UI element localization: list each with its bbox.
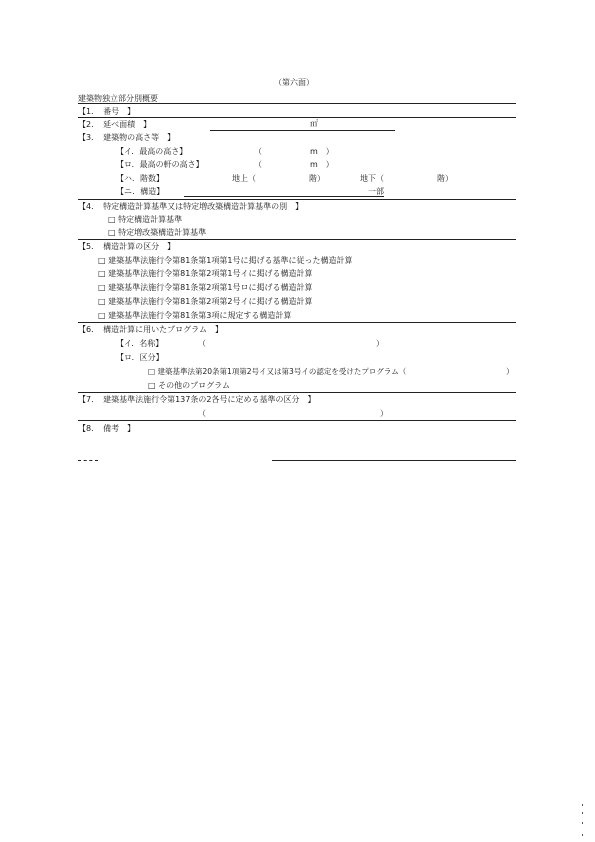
height-max-label: 【イ．最高の高さ】 [116, 147, 188, 156]
stories-below: 地下（ [360, 174, 384, 183]
item2-field[interactable] [210, 130, 395, 131]
eave-max-paren: （ [254, 160, 262, 169]
item1-line [78, 117, 516, 118]
item8-label: 【8． 備考 】 [78, 424, 136, 433]
program-name-label: 【イ．名称】 [116, 339, 164, 348]
item3-line [78, 199, 516, 200]
item2-label: 【2． 延べ面積 】 [78, 120, 152, 129]
item5-option-2[interactable]: □ 建築基準法施行令第81条第2項第1号イに掲げる構造計算 [98, 269, 313, 278]
page-title: 建築物独立部分別概要 [78, 94, 158, 103]
item7-paren-right: ） [380, 409, 388, 418]
item4-option-2[interactable]: □ 特定増改築構造計算基準 [108, 228, 207, 237]
program-option-1-end: ） [506, 367, 514, 376]
item7-line [78, 420, 516, 421]
item5-line [78, 322, 516, 323]
scan-speck [582, 804, 583, 806]
item2-unit: ㎡ [310, 119, 318, 128]
eave-max-label: 【ロ．最高の軒の高さ】 [116, 160, 204, 169]
item5-option-5[interactable]: □ 建築基準法施行令第81条第3項に規定する構造計算 [98, 311, 292, 320]
item6-label: 【6． 構造計算に用いたプログラム 】 [78, 325, 224, 334]
item1-label: 【1． 番号 】 [78, 107, 136, 116]
structure-part: 一部 [368, 187, 384, 196]
scan-speck [582, 834, 583, 836]
structure-label: 【ニ．構造】 [116, 187, 165, 196]
program-option-1[interactable]: □ 建築基準法第20条第1項第2号イ又は第3号イの認定を受けたプログラム（ [148, 367, 407, 376]
height-max-paren: （ [254, 147, 262, 156]
scan-speck [582, 822, 583, 824]
item5-option-3[interactable]: □ 建築基準法施行令第81条第2項第1号ロに掲げる構造計算 [98, 283, 313, 292]
title-underline [78, 103, 516, 104]
stories-below-unit: 階） [437, 174, 453, 183]
item4-line [78, 239, 516, 240]
program-option-2[interactable]: □ その他のプログラム [148, 381, 231, 390]
item5-option-4[interactable]: □ 建築基準法施行令第81条第2項第2号イに掲げる構造計算 [98, 297, 313, 306]
stories-label: 【ハ．階数】 [116, 174, 164, 183]
stories-above-unit: 階） [309, 174, 325, 183]
item5-label: 【5． 構造計算の区分 】 [78, 242, 176, 251]
structure-field[interactable] [184, 196, 384, 197]
item4-label: 【4． 特定構造計算基準又は特定増改築構造計算基準の別 】 [78, 202, 304, 211]
item7-label: 【7． 建築基準法施行令第137条の2各号に定める基準の区分 】 [78, 395, 316, 404]
item8-line [272, 460, 516, 461]
height-max-unit: m ） [310, 147, 334, 156]
scan-speck [582, 812, 583, 814]
stories-above: 地上（ [232, 174, 256, 183]
item7-paren-left: （ [198, 409, 206, 418]
item4-option-1[interactable]: □ 特定構造計算基準 [108, 215, 183, 224]
eave-max-unit: m ） [310, 160, 334, 169]
item5-option-1[interactable]: □ 建築基準法施行令第81条第1項第1号に掲げる基準に従った構造計算 [98, 256, 353, 265]
item3-label: 【3． 建築物の高さ等 】 [78, 133, 176, 142]
item6-line [78, 392, 516, 393]
program-category-label: 【ロ．区分】 [116, 353, 164, 362]
program-name-paren-right: ） [376, 339, 384, 348]
program-name-paren-left: （ [198, 339, 206, 348]
item8-line-short [78, 460, 98, 461]
form-number: （第六面） [274, 78, 314, 87]
